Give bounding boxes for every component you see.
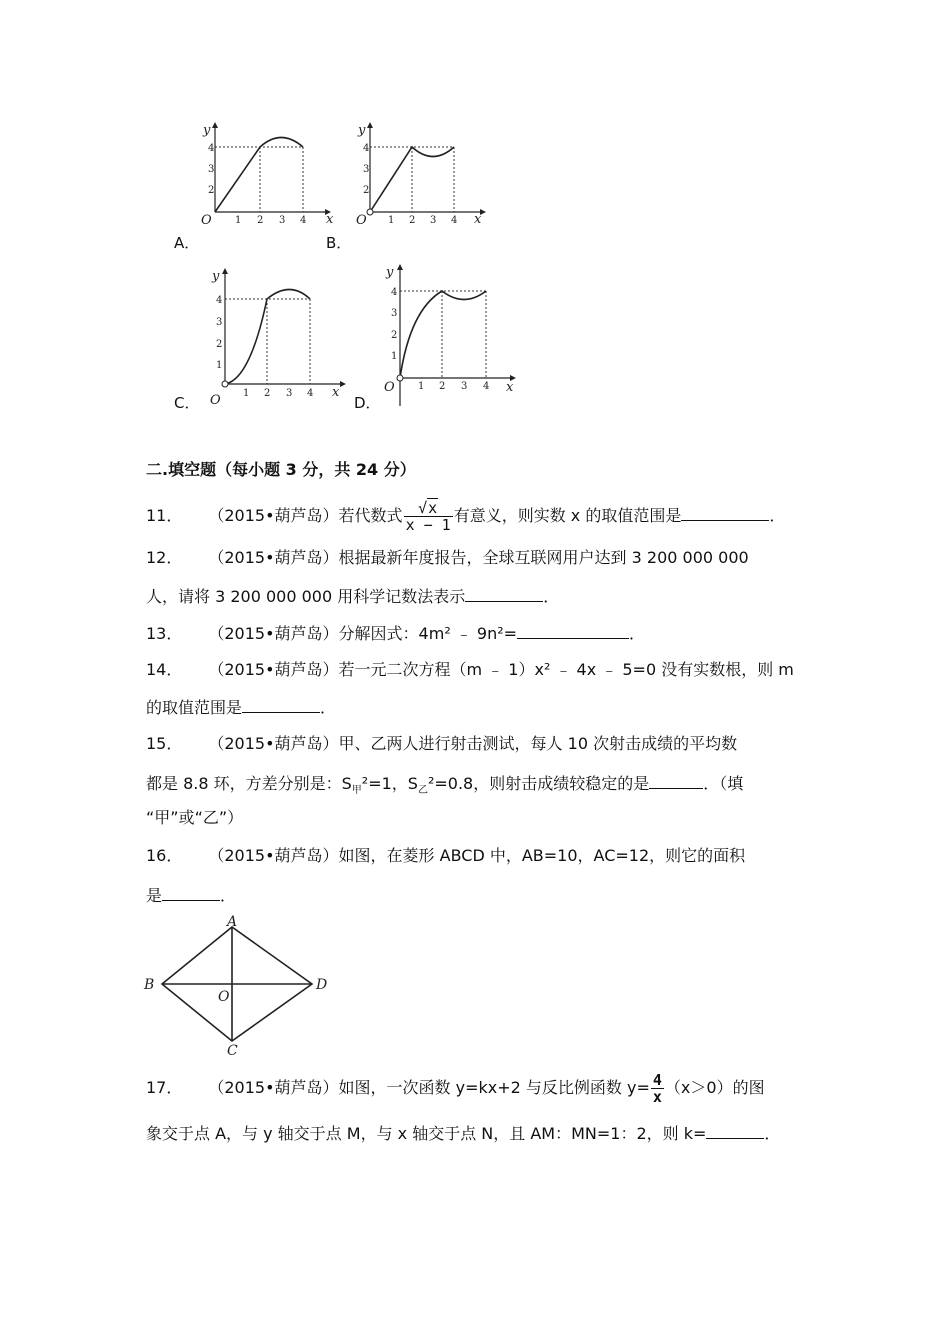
vertex-a-label: A [227,915,238,930]
svg-text:2: 2 [264,388,271,399]
svg-text:2: 2 [216,339,223,350]
svg-text:1: 1 [243,388,250,399]
q12-answer-blank[interactable] [465,585,543,602]
svg-text:1: 1 [418,381,425,392]
svg-text:3: 3 [279,215,286,225]
svg-text:O: O [356,213,367,225]
svg-text:x: x [506,380,514,395]
svg-text:3: 3 [208,164,215,175]
svg-text:3: 3 [363,164,370,175]
svg-text:1: 1 [391,351,398,362]
question-14-line1: 14． （2015•葫芦岛）若一元二次方程（m ﹣ 1）x² ﹣ 4x ﹣ 5=0 没有实数根，则 m [146,660,794,679]
q15-answer-blank[interactable] [649,772,703,789]
q14-answer-blank[interactable] [242,696,320,713]
svg-text:y: y [358,123,366,138]
option-d-label: D． [354,394,381,412]
svg-text:3: 3 [391,308,398,319]
option-c-label: C． [174,394,200,412]
option-a-label: A． [174,234,200,252]
question-16-line2: 是 ． [146,886,237,905]
svg-text:4: 4 [451,215,458,225]
q17-answer-blank[interactable] [706,1122,764,1139]
question-14-line2: 的取值范围是 ． [146,698,337,717]
svg-text:3: 3 [216,317,223,328]
svg-text:4: 4 [363,143,370,154]
svg-text:x: x [326,212,334,225]
svg-text:O: O [384,380,395,395]
question-16-line1: 16． （2015•葫芦岛）如图，在菱形 ABCD 中，AB=10，AC=12，则它的面积 [146,846,746,865]
svg-text:3: 3 [430,215,437,225]
svg-text:4: 4 [300,215,307,225]
svg-text:2: 2 [208,185,215,196]
svg-text:x: x [332,385,340,400]
question-13: 13． （2015•葫芦岛）分解因式：4m² ﹣ 9n²= ． [146,624,646,643]
question-12-line2: 人，请将 3 200 000 000 用科学记数法表示 ． [146,587,560,606]
svg-text:O: O [210,393,221,408]
option-b-label: B． [326,234,352,252]
svg-text:2: 2 [257,215,264,225]
svg-text:x: x [474,212,482,225]
svg-text:y: y [212,269,220,284]
svg-text:4: 4 [216,295,223,306]
graph-option-d [380,258,525,408]
section-2-title: 二.填空题（每小题 3 分，共 24 分） [146,460,416,479]
question-15-line2: 都是 8.8 环，方差分别是：$S_甲^2=1$，$S_乙^2=0.8$，则射击成绩较稳定的是 ．（填 [146,774,744,797]
question-12-line1: 12． （2015•葫芦岛）根据最新年度报告，全球互联网用户达到 3 200 000 000 [146,548,749,567]
svg-text:y: y [386,265,394,280]
question-15-line3: “甲”或“乙”） [146,808,244,827]
svg-text:4: 4 [483,381,490,392]
sqrt-icon: √ [418,499,428,517]
svg-text:1: 1 [235,215,242,225]
svg-text:1: 1 [216,360,223,371]
question-17-line2: 象交于点 A，与 y 轴交于点 M，与 x 轴交于点 N，且 AM：MN=1：2，则 k= ． [146,1124,781,1143]
q11-pre: 若代数式 [338,506,403,525]
svg-text:4: 4 [391,287,398,298]
vertex-b-label: B [144,977,155,993]
graph-option-a [195,120,335,225]
svg-text:2: 2 [391,330,398,341]
q11-fraction: $\frac{√x}{x - 1}$ [405,499,451,534]
svg-text:2: 2 [439,381,446,392]
q11-answer-blank[interactable] [681,504,769,521]
q13-answer-blank[interactable] [517,622,629,639]
q11-post: 有意义，则实数 x 的取值范围是 [453,506,682,525]
graph-option-b [350,120,490,225]
q16-answer-blank[interactable] [162,884,220,901]
svg-text:O: O [201,213,212,225]
q11-source: （2015•葫芦岛） [208,506,339,525]
rhombus-figure [140,915,340,1060]
q11-number: 11． [146,506,183,525]
svg-text:4: 4 [307,388,314,399]
svg-text:2: 2 [409,215,416,225]
vertex-d-label: D [316,977,328,993]
vertex-c-label: C [227,1043,238,1059]
svg-text:4: 4 [208,143,215,154]
svg-text:3: 3 [286,388,293,399]
question-15-line1: 15． （2015•葫芦岛）甲、乙两人进行射击测试，每人 10 次射击成绩的平均数 [146,734,738,753]
svg-text:y: y [203,123,211,138]
question-11: 11． （2015•葫芦岛）若代数式 $\frac{√x}{x - 1}$ 有意义，则实数 x 的取值范围是 ． [146,499,786,534]
svg-text:1: 1 [388,215,395,225]
graph-option-c [200,262,350,412]
center-o-label: O [218,989,230,1005]
svg-text:3: 3 [461,381,468,392]
question-17-line1: 17． （2015•葫芦岛）如图，一次函数 y=kx+2 与反比例函数 y= $\frac{4}{x}$ （x＞0）的图 [146,1071,765,1106]
q17-fraction: $\frac{4}{x}$ [652,1071,662,1106]
svg-text:2: 2 [363,185,370,196]
